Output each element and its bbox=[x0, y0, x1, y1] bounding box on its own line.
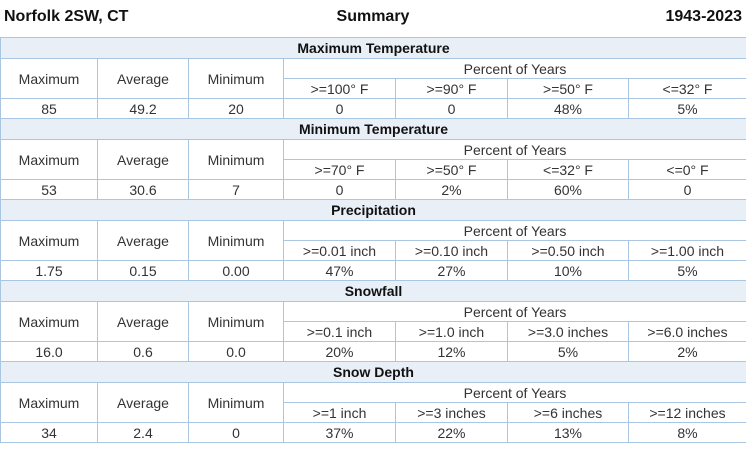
threshold-header: <=32° F bbox=[629, 79, 746, 99]
value-cell: 12% bbox=[396, 342, 508, 362]
value-cell: 0 bbox=[396, 99, 508, 119]
threshold-header: >=1 inch bbox=[284, 403, 396, 423]
value-cell: 20 bbox=[189, 99, 284, 119]
minimum-header: Minimum bbox=[189, 59, 284, 99]
section-title: Snowfall bbox=[1, 281, 746, 302]
value-cell: 60% bbox=[508, 180, 629, 200]
value-cell: 5% bbox=[508, 342, 629, 362]
value-cell: 27% bbox=[396, 261, 508, 281]
values-row bbox=[1, 261, 746, 281]
average-header: Average bbox=[98, 302, 189, 342]
value-cell: 2.4 bbox=[98, 423, 189, 443]
section-title: Maximum Temperature bbox=[1, 38, 746, 59]
minimum-header: Minimum bbox=[189, 140, 284, 180]
threshold-header: >=1.0 inch bbox=[396, 322, 508, 342]
threshold-header: <=0° F bbox=[629, 160, 746, 180]
value-cell: 0.0 bbox=[189, 342, 284, 362]
value-cell: 16.0 bbox=[1, 342, 98, 362]
average-header: Average bbox=[98, 59, 189, 99]
section-header-snow-depth bbox=[1, 362, 746, 383]
value-cell: 20% bbox=[284, 342, 396, 362]
value-cell: 8% bbox=[629, 423, 746, 443]
minimum-header: Minimum bbox=[189, 221, 284, 261]
section-header-minimum-temperature bbox=[1, 119, 746, 140]
threshold-header: >=0.01 inch bbox=[284, 241, 396, 261]
section-title: Precipitation bbox=[1, 200, 746, 221]
value-cell: 0.00 bbox=[189, 261, 284, 281]
value-cell: 0 bbox=[189, 423, 284, 443]
summary-table bbox=[0, 37, 746, 443]
value-cell: 13% bbox=[508, 423, 629, 443]
value-cell: 7 bbox=[189, 180, 284, 200]
maximum-header: Maximum bbox=[1, 140, 98, 180]
value-cell: 0 bbox=[629, 180, 746, 200]
threshold-header: >=0.1 inch bbox=[284, 322, 396, 342]
threshold-header: <=32° F bbox=[508, 160, 629, 180]
section-header-snowfall bbox=[1, 281, 746, 302]
threshold-header: >=0.50 inch bbox=[508, 241, 629, 261]
section-header-maximum-temperature bbox=[1, 38, 746, 59]
threshold-header: >=90° F bbox=[396, 79, 508, 99]
maximum-header: Maximum bbox=[1, 221, 98, 261]
threshold-header: >=6.0 inches bbox=[629, 322, 746, 342]
maximum-header: Maximum bbox=[1, 59, 98, 99]
value-cell: 10% bbox=[508, 261, 629, 281]
threshold-header: >=50° F bbox=[396, 160, 508, 180]
value-cell: 34 bbox=[1, 423, 98, 443]
value-cell: 37% bbox=[284, 423, 396, 443]
percent-of-years-header: Percent of Years bbox=[284, 59, 746, 79]
average-header: Average bbox=[98, 221, 189, 261]
threshold-header: >=50° F bbox=[508, 79, 629, 99]
value-cell: 0.6 bbox=[98, 342, 189, 362]
value-cell: 0 bbox=[284, 99, 396, 119]
value-cell: 0.15 bbox=[98, 261, 189, 281]
average-header: Average bbox=[98, 383, 189, 423]
value-cell: 2% bbox=[629, 342, 746, 362]
value-cell: 2% bbox=[396, 180, 508, 200]
values-row bbox=[1, 342, 746, 362]
threshold-header: >=1.00 inch bbox=[629, 241, 746, 261]
value-cell: 49.2 bbox=[98, 99, 189, 119]
threshold-header: >=0.10 inch bbox=[396, 241, 508, 261]
threshold-header: >=3.0 inches bbox=[508, 322, 629, 342]
maximum-header: Maximum bbox=[1, 302, 98, 342]
value-cell: 5% bbox=[629, 99, 746, 119]
values-row bbox=[1, 99, 746, 119]
section-header-precipitation bbox=[1, 200, 746, 221]
percent-of-years-header: Percent of Years bbox=[284, 140, 746, 160]
threshold-header: >=70° F bbox=[284, 160, 396, 180]
section-title: Minimum Temperature bbox=[1, 119, 746, 140]
threshold-header: >=100° F bbox=[284, 79, 396, 99]
column-header-row bbox=[1, 221, 746, 241]
minimum-header: Minimum bbox=[189, 302, 284, 342]
year-range: 1943-2023 bbox=[665, 8, 742, 25]
summary-title: Summary bbox=[336, 8, 410, 25]
values-row bbox=[1, 423, 746, 443]
station-name: Norfolk 2SW, CT bbox=[4, 8, 129, 25]
value-cell: 1.75 bbox=[1, 261, 98, 281]
value-cell: 53 bbox=[1, 180, 98, 200]
title-bar bbox=[0, 0, 746, 37]
value-cell: 30.6 bbox=[98, 180, 189, 200]
column-header-row bbox=[1, 383, 746, 403]
value-cell: 5% bbox=[629, 261, 746, 281]
percent-of-years-header: Percent of Years bbox=[284, 302, 746, 322]
column-header-row bbox=[1, 59, 746, 79]
maximum-header: Maximum bbox=[1, 383, 98, 423]
threshold-header: >=3 inches bbox=[396, 403, 508, 423]
percent-of-years-header: Percent of Years bbox=[284, 383, 746, 403]
section-title: Snow Depth bbox=[1, 362, 746, 383]
threshold-header: >=12 inches bbox=[629, 403, 746, 423]
value-cell: 48% bbox=[508, 99, 629, 119]
column-header-row bbox=[1, 302, 746, 322]
value-cell: 47% bbox=[284, 261, 396, 281]
threshold-header: >=6 inches bbox=[508, 403, 629, 423]
minimum-header: Minimum bbox=[189, 383, 284, 423]
percent-of-years-header: Percent of Years bbox=[284, 221, 746, 241]
values-row bbox=[1, 180, 746, 200]
value-cell: 85 bbox=[1, 99, 98, 119]
value-cell: 0 bbox=[284, 180, 396, 200]
average-header: Average bbox=[98, 140, 189, 180]
value-cell: 22% bbox=[396, 423, 508, 443]
column-header-row bbox=[1, 140, 746, 160]
